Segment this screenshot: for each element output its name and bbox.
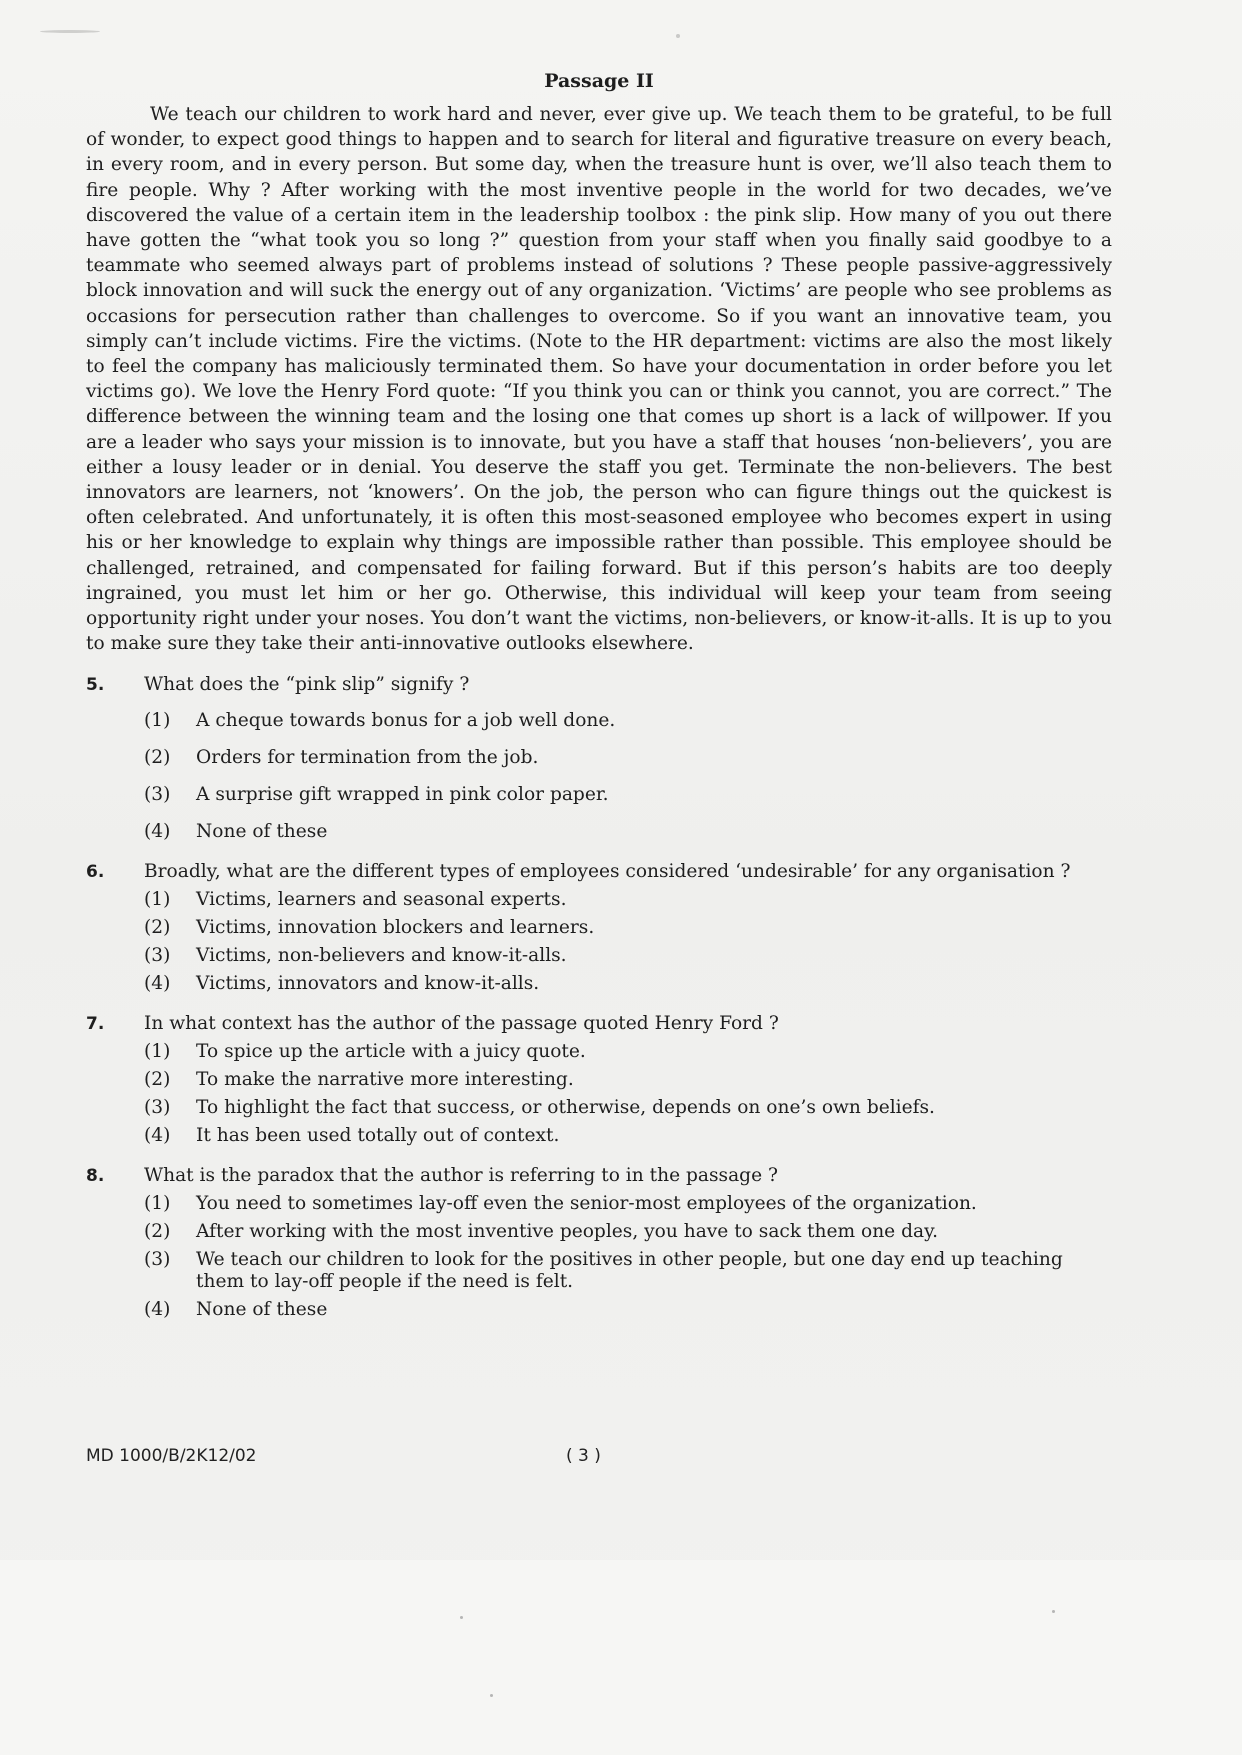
option-text: You need to sometimes lay-off even the senior-most employees of the organization.: [196, 1193, 977, 1215]
option-list: [144, 1041, 1112, 1147]
exam-content: [86, 70, 1112, 1327]
option-text: Victims, innovation blockers and learners.: [196, 917, 595, 939]
option-item: [144, 784, 1112, 806]
option-item: [144, 1097, 1112, 1119]
option-text: None of these: [196, 821, 328, 843]
option-list: [144, 710, 1112, 843]
option-number: (1): [144, 1193, 171, 1215]
paper-code: MD 1000/B/2K12/02: [86, 1446, 257, 1466]
question-number: 5.: [86, 675, 105, 696]
option-text: To highlight the fact that success, or otherwise, depends on one’s own beliefs.: [196, 1097, 935, 1119]
option-text: A surprise gift wrapped in pink color paper.: [196, 784, 609, 806]
scan-margin: [0, 1560, 1242, 1755]
option-text: After working with the most inventive peoples, you have to sack them one day.: [196, 1221, 939, 1243]
passage-text: We teach our children to work hard and never, ever give up. We teach them to be grateful, to be full of wonder, to expect good things to happen and to search for literal and figurative treasure on every beach, in every room, and in every person. But some day, when the treasure hunt is over, we’ll also teach them to fire people. Why ? After working with the most inventive people in the world for two decades, we’ve discovered the value of a certain item in the leadership toolbox : the pink slip. How many of you out there have gotten the “what took you so long ?” question from your staff when you finally said goodbye to a teammate who seemed always part of problems instead of solutions ? These people passive-aggressively block innovation and will suck the energy out of any organization. ‘Victims’ are people who see problems as occasions for persecution rather than challenges to overcome. So if you want an innovative team, you simply can’t include victims. Fire the victims. (Note to the HR department: victims are also the most likely to feel the company has maliciously terminated them. So have your documentation in order before you let victims go). We love the Henry Ford quote: “If you think you can or think you cannot, you are correct.” The difference between the winning team and the losing one that comes up short is a lack of willpower. If you are a leader who says your mission is to innovate, but you have a staff that houses ‘non-believers’, you are either a lousy leader or in denial. You deserve the staff you get. Terminate the non-believers. The best innovators are learners, not ‘knowers’. On the job, the person who can figure things out the quickest is often celebrated. And unfortunately, it is often this most-seasoned employee who becomes expert in using his or her knowledge to explain why things are impossible rather than possible. This employee should be challenged, retrained, and compensated for failing forward. But if this person’s habits are too deeply ingrained, you must let him or her go. Otherwise, this individual will keep your team from seeing opportunity right under your noses. You don’t want the victims, non-believers, or know-it-alls. It is up to you to make sure they take their anti-innovative outlooks elsewhere.: [86, 104, 1112, 655]
option-number: (3): [144, 1097, 171, 1119]
question-number: 6.: [86, 862, 105, 883]
option-item: [144, 945, 1112, 967]
option-text: Victims, non-believers and know-it-alls.: [196, 945, 567, 967]
option-number: (4): [144, 1299, 171, 1321]
option-number: (1): [144, 710, 171, 732]
question-number: 8.: [86, 1166, 105, 1187]
option-list: [144, 889, 1112, 995]
option-text: We teach our children to look for the positives in other people, but one day end up teaching them to lay-off people if the need is felt.: [196, 1249, 1063, 1293]
question-7: [86, 1013, 1112, 1147]
option-number: (3): [144, 1249, 171, 1271]
page-number: ( 3 ): [566, 1446, 601, 1466]
question-8: [86, 1165, 1112, 1321]
option-item: [144, 1041, 1112, 1063]
option-number: (4): [144, 973, 171, 995]
scan-speck: [1052, 1610, 1055, 1613]
question-text: What is the paradox that the author is referring to in the passage ?: [144, 1165, 778, 1187]
option-item: [144, 747, 1112, 769]
option-item: [144, 1069, 1112, 1091]
option-item: [144, 710, 1112, 732]
option-number: (3): [144, 945, 171, 967]
option-list: [144, 1193, 1112, 1321]
question-5: [86, 674, 1112, 843]
option-number: (2): [144, 1221, 171, 1243]
option-item: [144, 889, 1112, 911]
scan-speck: [676, 34, 680, 38]
option-item: [144, 1249, 1112, 1293]
option-text: Victims, learners and seasonal experts.: [196, 889, 567, 911]
option-number: (2): [144, 747, 171, 769]
option-number: (1): [144, 1041, 171, 1063]
question-text: Broadly, what are the different types of employees considered ‘undesirable’ for any organisation ?: [144, 861, 1071, 883]
passage-title: Passage II: [544, 70, 654, 92]
option-item: [144, 1221, 1112, 1243]
option-text: A cheque towards bonus for a job well done.: [196, 710, 616, 732]
question-text: In what context has the author of the passage quoted Henry Ford ?: [144, 1013, 779, 1035]
question-number: 7.: [86, 1014, 105, 1035]
option-text: Orders for termination from the job.: [196, 747, 539, 769]
option-text: Victims, innovators and know-it-alls.: [196, 973, 540, 995]
scan-speck: [490, 1694, 493, 1697]
option-number: (2): [144, 1069, 171, 1091]
question-text: What does the “pink slip” signify ?: [144, 674, 470, 696]
option-text: It has been used totally out of context.: [196, 1125, 560, 1147]
scan-mark: [40, 30, 100, 33]
scan-speck: [460, 1616, 463, 1619]
option-number: (1): [144, 889, 171, 911]
option-item: [144, 917, 1112, 939]
option-item: [144, 1125, 1112, 1147]
option-item: [144, 821, 1112, 843]
option-number: (2): [144, 917, 171, 939]
option-number: (4): [144, 821, 171, 843]
option-text: None of these: [196, 1299, 328, 1321]
option-item: [144, 1193, 1112, 1215]
option-item: [144, 1299, 1112, 1321]
question-6: [86, 861, 1112, 995]
option-text: To make the narrative more interesting.: [196, 1069, 574, 1091]
option-text: To spice up the article with a juicy quote.: [196, 1041, 586, 1063]
option-number: (4): [144, 1125, 171, 1147]
option-item: [144, 973, 1112, 995]
option-number: (3): [144, 784, 171, 806]
